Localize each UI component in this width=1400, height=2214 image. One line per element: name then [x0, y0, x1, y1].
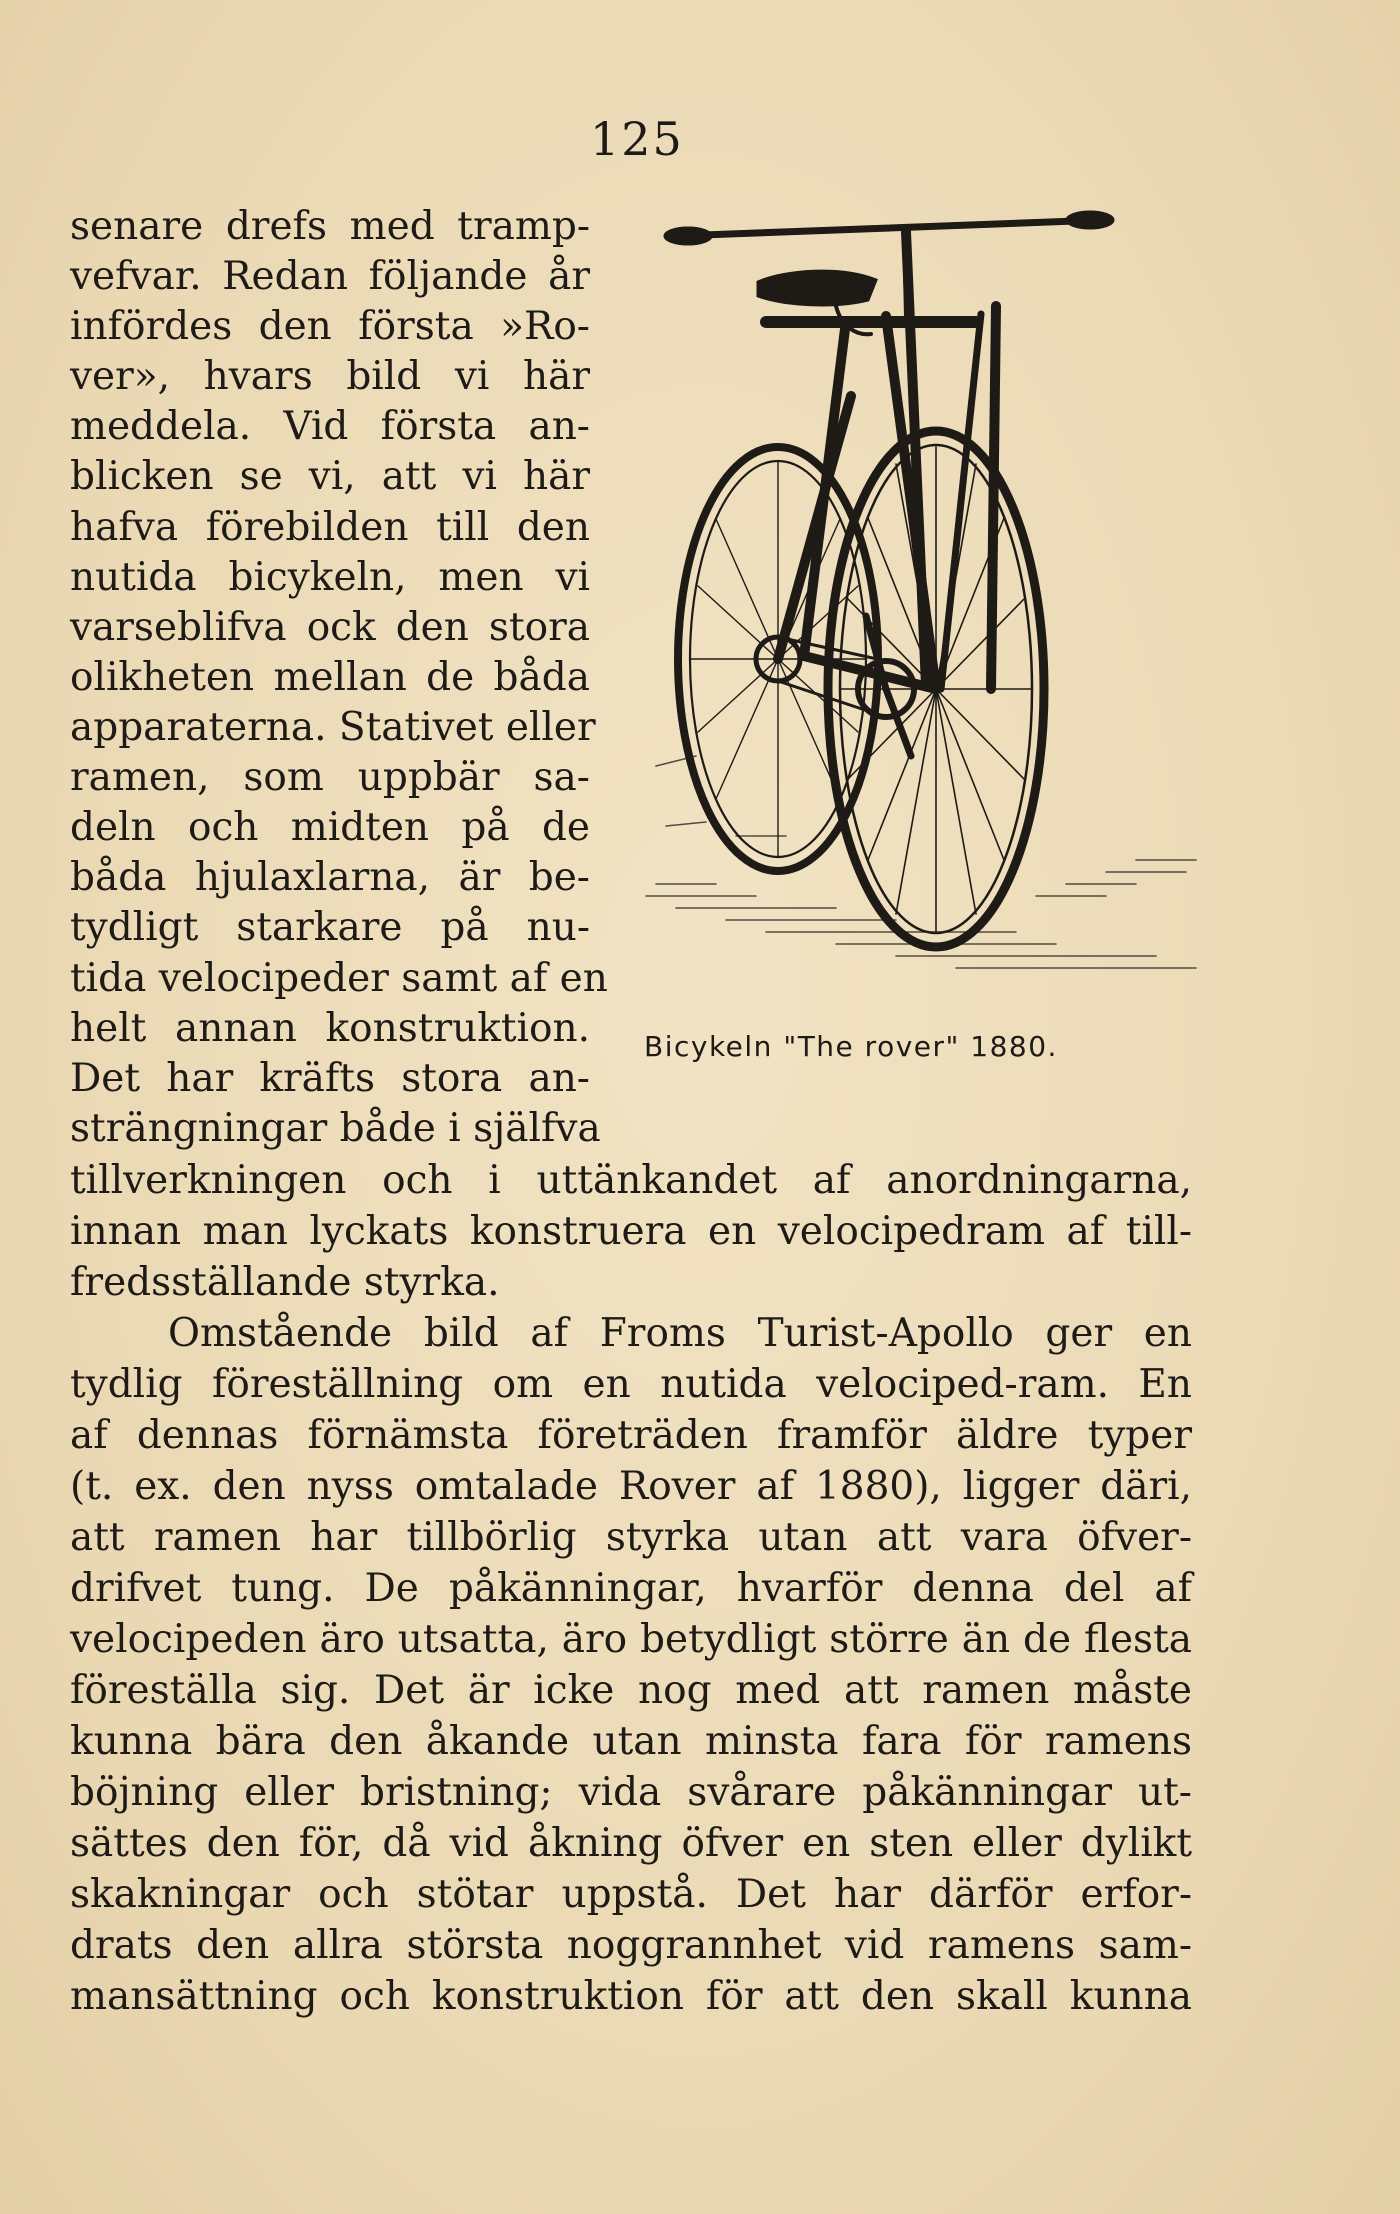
text-line: kunna bära den åkande utan minsta fara för ramens	[70, 1719, 1192, 1764]
text-line: tydlig föreställning om en nutida velociped-ram. En	[70, 1362, 1192, 1407]
text-line: senare drefs med tramp-	[70, 204, 590, 249]
text-line: olikheten mellan de båda	[70, 655, 590, 700]
text-line: tydligt starkare på nu-	[70, 905, 590, 950]
text-line: (t. ex. den nyss omtalade Rover af 1880), ligger däri,	[70, 1464, 1192, 1509]
text-line: tillverkningen och i uttänkandet af anordningarna,	[70, 1158, 1192, 1203]
text-line: velocipeden äro utsatta, äro betydligt större än de flesta	[70, 1617, 1192, 1662]
bicycle-icon	[636, 196, 1224, 996]
text-line: ramen, som uppbär sa-	[70, 755, 590, 800]
text-line: föreställa sig. Det är icke nog med att ramen måste	[70, 1668, 1192, 1713]
text-line: att ramen har tillbörlig styrka utan att vara öfver-	[70, 1515, 1192, 1560]
bicycle-illustration	[636, 196, 1224, 996]
page-number: 125	[590, 112, 684, 166]
text-line: helt annan konstruktion.	[70, 1006, 590, 1051]
text-line: innan man lyckats konstruera en velocipedram af till-	[70, 1209, 1192, 1254]
figure-caption: Bicykeln "The rover" 1880.	[644, 1030, 1058, 1063]
text-line: tida velocipeder samt af en	[70, 956, 608, 1001]
text-line: mansättning och konstruktion för att den skall kunna	[70, 1974, 1192, 2019]
text-line: infördes den första »Ro-	[70, 304, 590, 349]
text-line: Omstående bild af Froms Turist-Apollo ger en	[168, 1311, 1192, 1356]
text-line: sättes den för, då vid åkning öfver en sten eller dylikt	[70, 1821, 1192, 1866]
text-line: meddela. Vid första an-	[70, 404, 590, 449]
text-line: vefvar. Redan följande år	[70, 254, 590, 299]
text-line: fredsställande styrka.	[70, 1260, 500, 1305]
text-line: af dennas förnämsta företräden framför äldre typer	[70, 1413, 1192, 1458]
text-line: ver», hvars bild vi här	[70, 354, 590, 399]
text-line: varseblifva ock den stora	[70, 605, 590, 650]
text-line: apparaterna. Stativet eller	[70, 705, 596, 750]
text-line: drifvet tung. De påkänningar, hvarför denna del af	[70, 1566, 1192, 1611]
text-line: drats den allra största noggrannhet vid ramens sam-	[70, 1923, 1192, 1968]
text-line: böjning eller bristning; vida svårare påkänningar ut-	[70, 1770, 1192, 1815]
text-line: skakningar och stötar uppstå. Det har därför erfor-	[70, 1872, 1192, 1917]
text-line: nutida bicykeln, men vi	[70, 555, 590, 600]
text-line: deln och midten på de	[70, 805, 590, 850]
text-line: blicken se vi, att vi här	[70, 454, 590, 499]
text-line: Det har kräfts stora an-	[70, 1056, 590, 1101]
text-line: båda hjulaxlarna, är be-	[70, 855, 590, 900]
text-line: hafva förebilden till den	[70, 505, 590, 550]
text-line: strängningar både i själfva	[70, 1106, 601, 1151]
